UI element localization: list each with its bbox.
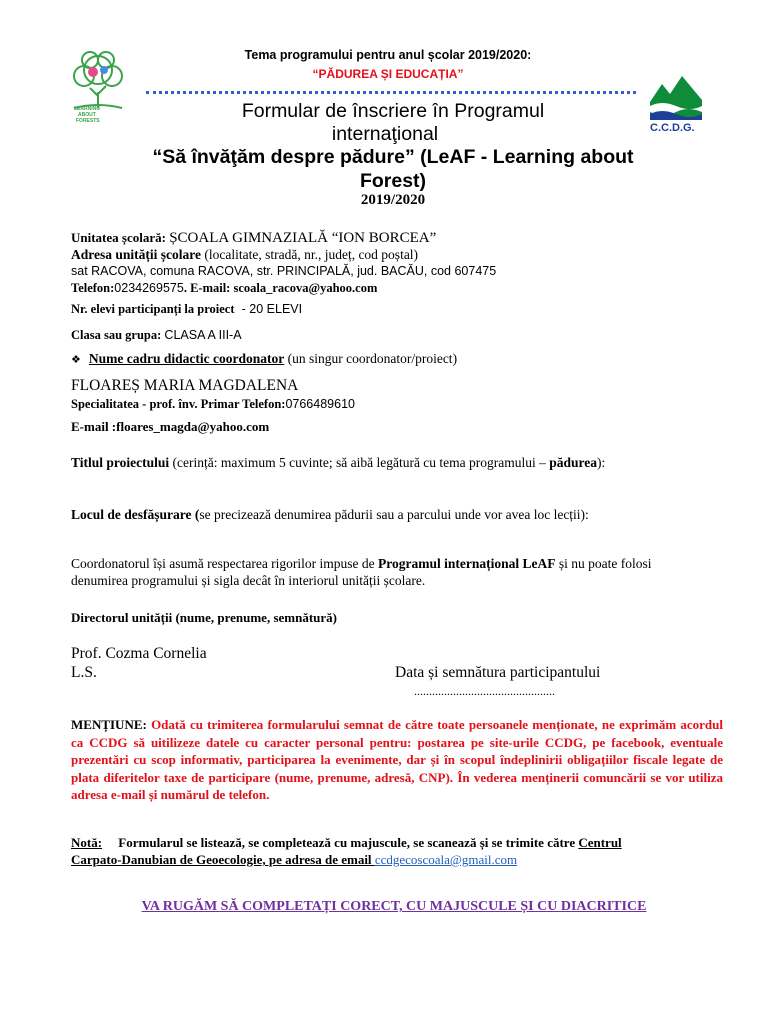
project-place-row	[71, 507, 589, 523]
program-line: Tema programului pentru anul școlar 2019/2020:	[244, 48, 532, 62]
school-email: . E-mail: scoala_racova@yahoo.com	[183, 281, 378, 295]
note-center-1: Centrul	[578, 835, 622, 850]
coordinator-name: FLOAREȘ MARIA MAGDALENA	[71, 377, 299, 394]
school-unit-value: ȘCOALA GIMNAZIALĂ “ION BORCEA”	[169, 230, 437, 246]
form-year: 2019/2020	[360, 192, 426, 208]
school-address-row	[71, 247, 418, 263]
notice-text: Odată cu trimiterea formularului semnat de către toate persoanele menționate, ne exprimăm acordul ca CCDG să uitilizeze datele cu caracter personal pentru: postarea pe site-urile CCDG, pe facebook, eventuale prezentări cu scop informativ, participarea la evenimente, dar și în scopul îndeplinirii obligațiilor fiscale legate de plata diferitelor taxe de participare (nume, prenume, adresă, CNP). În vederea menținerii comuncării se vor utiliza adresa e-mail și numărul de telefon.	[71, 717, 723, 802]
ccdg-logo-text: C.C.D.G.	[650, 122, 695, 134]
note-text: Formularul se listează, se completează cu majuscule, se scanează și se trimite către	[102, 835, 579, 850]
coordinator-specialty-label: Specialitatea - prof. înv. Primar Telefon:	[71, 397, 286, 411]
program-name: “PĂDUREA ȘI EDUCAȚIA”	[312, 67, 464, 81]
project-place-label: Locul de desfășurare	[71, 507, 192, 522]
project-title-hint-bold: pădurea	[549, 455, 598, 470]
project-place-hint: se precizează denumirea pădurii sau a parcului unde vor avea loc lecții):	[199, 507, 589, 522]
leaf-logo-text-2: ABOUT	[78, 112, 96, 118]
commitment-line1	[71, 556, 652, 572]
commitment-text-2: și nu poate folosi	[555, 556, 652, 571]
commitment-text-bold: Programul internațional LeAF	[378, 556, 556, 571]
form-subtitle-line2: Forest)	[359, 170, 427, 192]
coordinator-heading: Nume cadru didactic coordonator	[88, 351, 285, 366]
leaf-logo-text-3: FORESTS	[76, 118, 100, 124]
school-phone-label: Telefon:	[71, 281, 115, 295]
project-title-hint: (cerință: maximum 5 cuvinte; să aibă legătură cu tema programului –	[169, 455, 550, 470]
director-name: Prof. Cozma Cornelia	[71, 645, 207, 662]
school-address-value: sat RACOVA, comuna RACOVA, str. PRINCIPALĂ, jud. BACĂU, cod 607475	[71, 264, 497, 278]
note-email-link[interactable]: ccdgecoscoala@gmail.com	[374, 852, 518, 867]
form-title-line2: internaţional	[331, 123, 439, 145]
students-label: Nr. elevi participanți la proiect	[71, 302, 235, 316]
coordinator-heading-hint: (un singur coordonator/proiect)	[284, 351, 458, 366]
footer-instruction: VA RUGĂM SĂ COMPLETAȚI CORECT, CU MAJUSCULE ȘI CU DIACRITICE	[141, 899, 647, 914]
notice-block	[71, 716, 723, 804]
coordinator-heading-row	[71, 351, 457, 367]
note-line2	[71, 852, 517, 868]
school-phone-value: 0234269575	[114, 281, 184, 295]
school-unit-label: Unitatea școlară:	[71, 230, 170, 245]
notice-label: MENȚIUNE:	[71, 717, 152, 732]
leaf-logo-text-1: LEARNING	[74, 106, 101, 112]
commitment-line2: denumirea programului și sigla decât în interiorul unității școlare.	[71, 573, 426, 588]
participant-signature-label: Data și semnătura participantului	[395, 664, 601, 681]
note-center-2: Carpato-Danubian de Geoecologie, pe adresa de email	[71, 852, 375, 867]
students-row	[71, 302, 302, 317]
form-title-line1: Formular de înscriere în Programul	[241, 100, 545, 122]
header-divider	[146, 91, 636, 94]
project-title-row	[71, 455, 605, 471]
coordinator-specialty-row	[71, 397, 355, 412]
project-title-label: Titlul proiectului	[71, 455, 170, 470]
class-label: Clasa sau grupa:	[71, 328, 165, 342]
ls-label: L.S.	[71, 664, 97, 681]
school-address-hint: (localitate, stradă, nr., județ, cod poștal)	[204, 247, 419, 262]
class-row	[71, 328, 242, 343]
school-unit-row	[71, 229, 436, 247]
coordinator-email: E-mail :floares_magda@yahoo.com	[71, 419, 270, 434]
school-address-label: Adresa unității școlare	[71, 247, 205, 262]
students-value: - 20 ELEVI	[241, 302, 303, 316]
project-place-paren: (	[191, 507, 200, 522]
project-title-hint-end: ):	[597, 455, 606, 470]
participant-signature-line: ...............................................	[414, 684, 555, 698]
coordinator-phone: 0766489610	[285, 397, 355, 411]
director-label: Directorul unității (nume, prenume, semnătură)	[71, 610, 337, 625]
school-contact-row	[71, 281, 377, 296]
note-line1	[71, 835, 622, 851]
note-label: Notă:	[71, 835, 103, 850]
class-value: CLASA A III-A	[164, 328, 242, 342]
commitment-text-1: Coordonatorul își asumă respectarea rigorilor impuse de	[71, 556, 379, 571]
form-subtitle-line1: “Să învăţăm despre pădure” (LeAF - Learning about	[152, 146, 634, 168]
bullet-icon: ❖	[71, 354, 81, 366]
